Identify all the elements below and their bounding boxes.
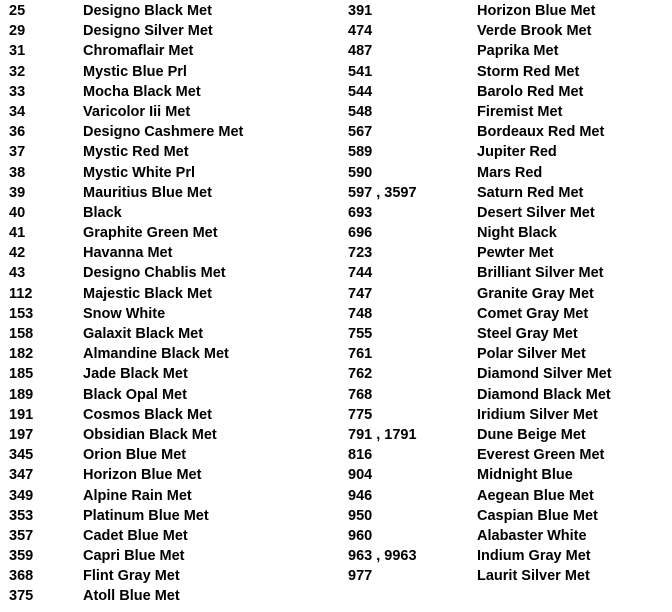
color-code: 474 (348, 23, 373, 40)
color-name: Designo Cashmere Met (83, 124, 244, 141)
color-code: 963 , 9963 (348, 548, 417, 565)
color-name: Capri Blue Met (83, 548, 185, 565)
color-name: Barolo Red Met (477, 83, 584, 100)
color-code: 359 (9, 548, 34, 565)
color-code: 38 (9, 164, 26, 181)
color-name: Bordeaux Red Met (477, 124, 605, 141)
color-code: 43 (9, 265, 26, 282)
color-code: 158 (9, 326, 34, 342)
color-name: Obsidian Black Met (83, 426, 217, 443)
color-code: 747 (348, 285, 373, 302)
color-name: Indium Gray Met (477, 548, 591, 565)
color-name: Black (83, 204, 122, 221)
color-code: 696 (348, 225, 373, 242)
color-code: 345 (9, 447, 34, 464)
color-code: 960 (348, 527, 373, 544)
color-code: 25 (9, 3, 26, 19)
color-name: Cadet Blue Met (83, 527, 188, 544)
color-name: Mystic White Prl (83, 164, 195, 181)
color-name: Orion Blue Met (83, 447, 187, 464)
color-code: 349 (9, 487, 34, 504)
color-code: 723 (348, 245, 373, 262)
color-code: 189 (9, 386, 34, 403)
color-code: 353 (9, 507, 34, 524)
color-code: 904 (348, 467, 373, 484)
color-code: 39 (9, 184, 26, 201)
color-code: 347 (9, 467, 34, 484)
color-code: 34 (9, 103, 26, 120)
color-code: 950 (348, 507, 373, 524)
color-name: Platinum Blue Met (83, 507, 209, 524)
color-code: 755 (348, 326, 373, 342)
color-code: 541 (348, 63, 373, 80)
color-code: 762 (348, 366, 373, 383)
color-name: Almandine Black Met (83, 346, 229, 363)
color-name: Steel Gray Met (477, 326, 578, 342)
color-code: 590 (348, 164, 373, 181)
color-name: Atoll Blue Met (83, 588, 180, 605)
color-code: 946 (348, 487, 373, 504)
color-name: Mystic Red Met (83, 144, 189, 161)
color-code: 32 (9, 63, 26, 80)
color-name: Brilliant Silver Met (477, 265, 604, 282)
color-name: Storm Red Met (477, 63, 580, 80)
color-name: Jupiter Red (477, 144, 557, 161)
color-name: Polar Silver Met (477, 346, 586, 363)
color-code: 544 (348, 83, 373, 100)
color-code: 791 , 1791 (348, 426, 417, 443)
color-code: 775 (348, 406, 373, 423)
color-code: 693 (348, 204, 373, 221)
color-code: 112 (9, 285, 33, 302)
color-name: Jade Black Met (83, 366, 188, 383)
color-name: Iridium Silver Met (477, 406, 598, 423)
color-name: Black Opal Met (83, 386, 187, 403)
color-name: Horizon Blue Met (477, 3, 596, 19)
color-name: Diamond Silver Met (477, 366, 612, 383)
color-code: 357 (9, 527, 34, 544)
color-code: 548 (348, 103, 373, 120)
color-code: 816 (348, 447, 373, 464)
color-name: Firemist Met (477, 103, 563, 120)
color-name: Majestic Black Met (83, 285, 212, 302)
color-code: 36 (9, 124, 26, 141)
color-code: 191 (9, 406, 34, 423)
color-name: Caspian Blue Met (477, 507, 598, 524)
color-code: 744 (348, 265, 373, 282)
color-name: Desert Silver Met (477, 204, 595, 221)
color-code: 37 (9, 144, 26, 161)
color-code: 597 , 3597 (348, 184, 417, 201)
color-code: 375 (9, 588, 34, 605)
color-name: Granite Gray Met (477, 285, 594, 302)
color-name: Alpine Rain Met (83, 487, 192, 504)
color-name: Mauritius Blue Met (83, 184, 212, 201)
color-code: 761 (348, 346, 373, 363)
color-name: Comet Gray Met (477, 305, 589, 322)
color-name: Graphite Green Met (83, 225, 218, 242)
color-code: 33 (9, 83, 26, 100)
color-name: Diamond Black Met (477, 386, 611, 403)
color-name: Designo Silver Met (83, 23, 213, 40)
color-name: Designo Chablis Met (83, 265, 226, 282)
color-name: Designo Black Met (83, 3, 212, 19)
color-name: Havanna Met (83, 245, 173, 262)
color-code: 197 (9, 426, 34, 443)
color-code: 42 (9, 245, 26, 262)
color-code: 748 (348, 305, 373, 322)
color-name: Midnight Blue (477, 467, 573, 484)
color-name: Alabaster White (477, 527, 587, 544)
color-name: Laurit Silver Met (477, 568, 590, 585)
color-name: Horizon Blue Met (83, 467, 202, 484)
color-name: Mystic Blue Prl (83, 63, 187, 80)
color-code: 589 (348, 144, 373, 161)
color-name: Cosmos Black Met (83, 406, 212, 423)
color-code: 977 (348, 568, 373, 585)
color-code: 41 (9, 225, 26, 242)
color-name: Everest Green Met (477, 447, 605, 464)
color-code: 185 (9, 366, 34, 383)
color-name: Snow White (83, 305, 166, 322)
color-name: Saturn Red Met (477, 184, 584, 201)
color-name: Varicolor Iii Met (83, 103, 191, 120)
color-code: 368 (9, 568, 34, 585)
color-code: 153 (9, 305, 34, 322)
color-name: Pewter Met (477, 245, 554, 262)
color-code: 567 (348, 124, 373, 141)
color-name: Verde Brook Met (477, 23, 592, 40)
color-code: 29 (9, 23, 26, 40)
color-name: Night Black (477, 225, 557, 242)
color-name: Dune Beige Met (477, 426, 586, 443)
color-name: Paprika Met (477, 43, 559, 60)
color-name: Chromaflair Met (83, 43, 194, 60)
color-code: 40 (9, 204, 26, 221)
color-code: 768 (348, 386, 373, 403)
color-code: 391 (348, 3, 373, 19)
color-name: Mocha Black Met (83, 83, 201, 100)
color-name: Flint Gray Met (83, 568, 180, 585)
color-name: Galaxit Black Met (83, 326, 204, 342)
color-name: Mars Red (477, 164, 543, 181)
color-name: Aegean Blue Met (477, 487, 594, 504)
color-code: 487 (348, 43, 373, 60)
color-code: 182 (9, 346, 34, 363)
color-code: 31 (9, 43, 26, 60)
